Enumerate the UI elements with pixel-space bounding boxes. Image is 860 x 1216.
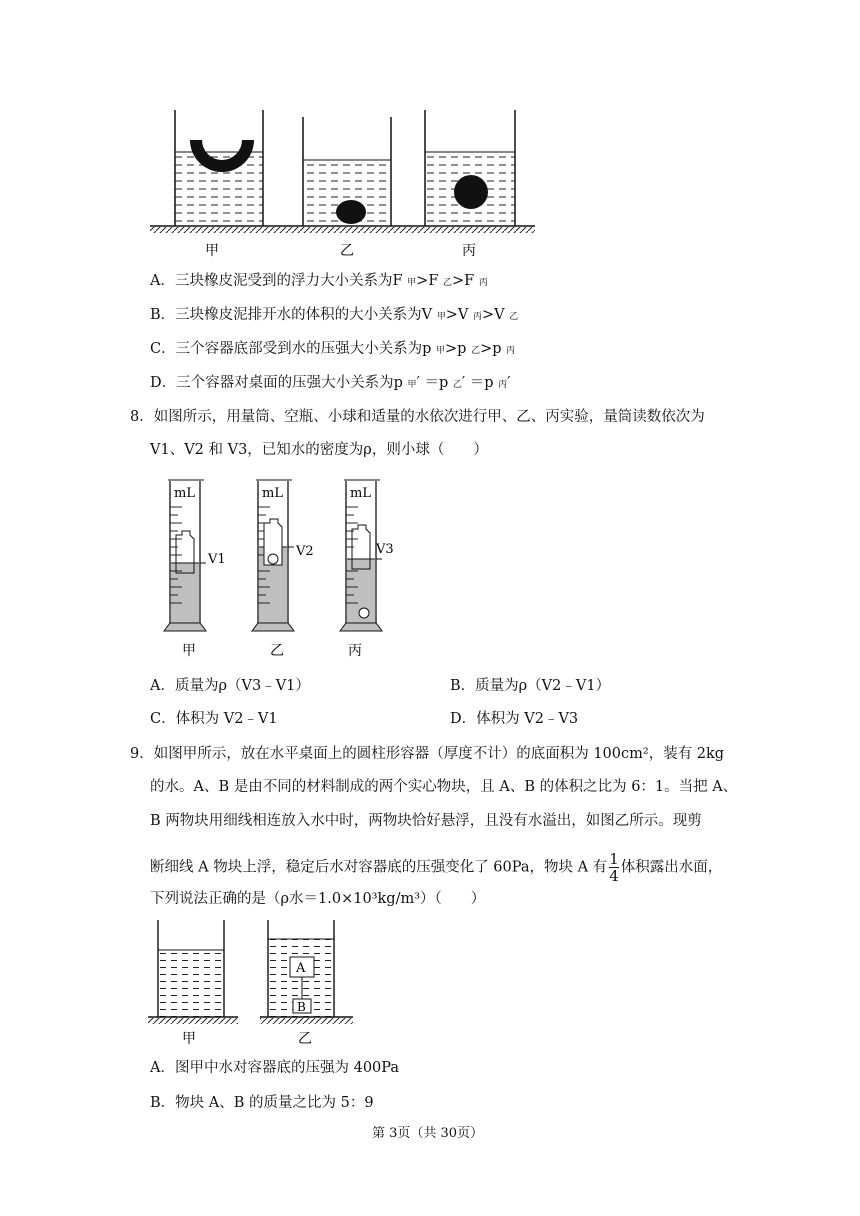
q8-stem-line1: 8．如图所示，用量筒、空瓶、小球和适量的水依次进行甲、乙、丙实验，量筒读数依次为 [130, 409, 705, 425]
q9-line2: 的水。A、B 是由不同的材料制成的两个实心物块，且 A、B 的体积之比为 6：1。当把 A、 [150, 779, 738, 795]
q9-option-a: A．图甲中水对容器底的压强为 400Pa [150, 1060, 400, 1076]
cylinder-jia [164, 480, 206, 631]
q9-line1: 9．如图甲所示，放在水平桌面上的圆柱形容器（厚度不计）的底面积为 100cm²，装有 2kg [130, 746, 725, 762]
q7-option-b: B．三块橡皮泥排开水的体积的大小关系为V 甲>V 丙>V 乙 [150, 307, 519, 323]
sunk-clay [336, 200, 366, 224]
fig8-label-yi: 乙 [270, 643, 284, 659]
reading-v1: V1 [208, 552, 226, 567]
container9-jia [148, 920, 238, 1024]
fig7-label-yi: 乙 [340, 243, 354, 259]
fig7-label-jia: 甲 [205, 243, 219, 259]
fig8-label-jia: 甲 [182, 643, 196, 659]
container-yi [303, 117, 391, 226]
q9-line4: 断细线 A 物块上浮，稳定后水对容器底的压强变化了 60Pa，物块 A 有 $\frac{1}{4}$ 体积露出水面， [150, 850, 723, 885]
cylinder-bing-unit: mL [350, 486, 371, 501]
q8-option-c: C．体积为 V2﹣V1 [150, 711, 278, 727]
q9-line5: 下列说法正确的是（ρ水＝1.0×10³kg/m³）（ ） [150, 891, 486, 907]
fig8-label-bing: 丙 [348, 643, 362, 659]
reading-v2: V2 [296, 544, 314, 559]
block-b-label: B [297, 1000, 306, 1014]
fraction-one-quarter: $\frac{1}{4}$ [609, 850, 619, 885]
q9-figure [148, 915, 363, 1050]
q8-stem-line2: V1、V2 和 V3，已知水的密度为ρ，则小球（ ） [150, 442, 488, 458]
q8-figure [160, 475, 400, 665]
q8-option-d: D．体积为 V2﹣V3 [450, 711, 579, 727]
q7-figure [150, 105, 535, 260]
cylinder-jia-unit: mL [174, 486, 195, 501]
q7-option-c: C．三个容器底部受到水的压强大小关系为p 甲>p 乙>p 丙 [150, 341, 516, 357]
fig9-label-yi: 乙 [298, 1031, 312, 1047]
container-jia [175, 110, 263, 226]
q7-option-d: D．三个容器对桌面的压强大小关系为p 甲′ ＝p 乙′ ＝p 丙′ [150, 375, 511, 391]
q9-option-b: B．物块 A、B 的质量之比为 5：9 [150, 1095, 374, 1111]
cylinder-yi [252, 480, 294, 631]
container-bing [425, 110, 515, 226]
fig9-label-jia: 甲 [182, 1031, 196, 1047]
page-footer: 第 3页（共 30页） [372, 1126, 484, 1141]
fig7-label-bing: 丙 [462, 243, 476, 259]
q9-line3: B 两物块用细线相连放入水中时，两物块恰好悬浮，且没有水溢出，如图乙所示。现剪 [150, 813, 702, 829]
q8-option-a: A．质量为ρ（V3﹣V1） [150, 678, 310, 694]
q8-option-b: B．质量为ρ（V2﹣V1） [450, 678, 611, 694]
q7-option-a: A．三块橡皮泥受到的浮力大小关系为F 甲>F 乙>F 丙 [150, 273, 488, 289]
suspended-clay [454, 175, 488, 209]
block-a-label: A [296, 961, 306, 976]
container9-yi [260, 920, 353, 1024]
reading-v3: V3 [376, 542, 394, 557]
cylinder-yi-unit: mL [262, 486, 283, 501]
